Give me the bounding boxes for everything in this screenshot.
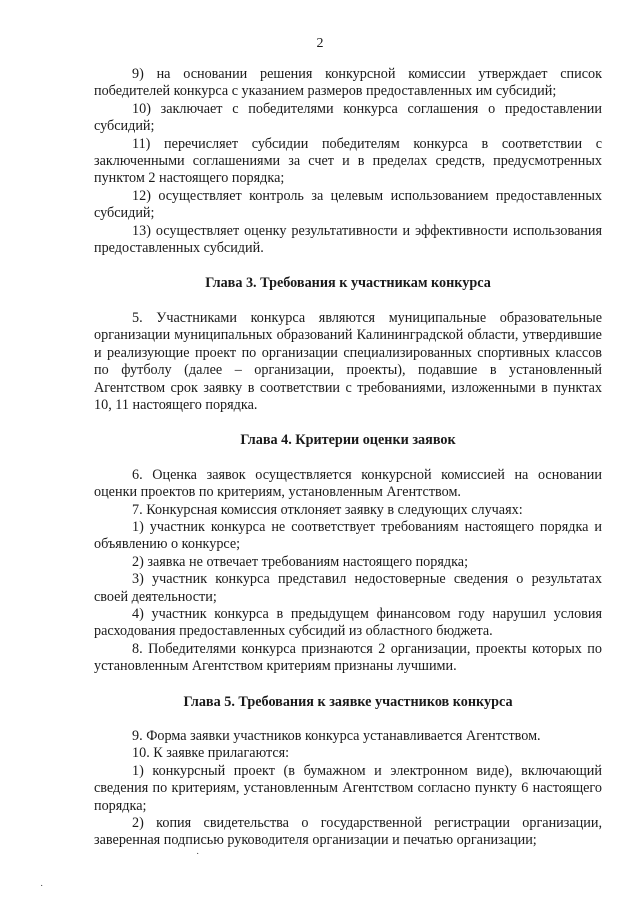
paragraph: 9) на основании решения конкурсной комиссии утверждает список победителей конкурса с указанием размеров предоставленных им субсидий; xyxy=(94,66,602,100)
paragraph: 9. Форма заявки участников конкурса устанавливается Агентством. xyxy=(132,728,541,744)
document-body xyxy=(94,66,602,850)
paragraph: 11) перечисляет субсидии победителям конкурса в соответствии с заключенными соглашениями за счет и в пределах средств, предусмотренных пунктом 2 настоящего порядка; xyxy=(94,135,602,187)
paragraph: 12) осуществляет контроль за целевым использованием предоставленных субсидий; xyxy=(94,187,602,222)
scan-speck: ˙ xyxy=(40,884,44,895)
paragraph: 13) осуществляет оценку результативности и эффективности использования предоставленных субсидий. xyxy=(94,222,602,257)
paragraph: 2) заявка не отвечает требованиям настоящего порядка; xyxy=(132,553,469,570)
chapter-heading: Глава 5. Требования к заявке участников конкурса xyxy=(183,693,513,710)
paragraph: 1) конкурсный проект (в бумажном и электронном виде), включающий сведения по критериям, установленным Агентством согласно пункту 6 настоящего порядка; xyxy=(94,762,602,814)
paragraph: 7. Конкурсная комиссия отклоняет заявку в следующих случаях: xyxy=(132,501,523,518)
paragraph: 6. Оценка заявок осуществляется конкурсной комиссией на основании оценки проектов по критериям, установленным Агентством. xyxy=(94,466,602,501)
paragraph: 1) участник конкурса не соответствует требованиям настоящего порядка и объявлению о конкурсе; xyxy=(94,518,602,553)
paragraph: 10) заключает с победителями конкурса соглашения о предоставлении субсидий; xyxy=(94,100,602,135)
paragraph: 4) участник конкурса в предыдущем финансовом году нарушил условия расходования предоставленных субсидий из областного бюджета. xyxy=(94,605,602,640)
paragraph: 5. Участниками конкурса являются муниципальные образовательные организации муниципальных образований Калининградской области, утвердившие и реализующие проект по организации специализированных спортивных классов по футболу (далее – организации, проекты), подавшие в установленный Агентством срок заявку в соответствии с требованиями, изложенными в пунктах 10, 11 настоящего порядка. xyxy=(94,309,602,413)
paragraph: 2) копия свидетельства о государственной регистрации организации, заверенная подписью руководителя организации и печатью организации; xyxy=(94,815,602,849)
paragraph: 3) участник конкурса представил недостоверные сведения о результатах своей деятельности; xyxy=(94,571,602,605)
paragraph: 10. К заявке прилагаются: xyxy=(132,745,290,762)
chapter-heading: Глава 4. Критерии оценки заявок xyxy=(240,432,456,449)
chapter-heading: Глава 3. Требования к участникам конкурса xyxy=(205,275,491,292)
paragraph: 8. Победителями конкурса признаются 2 организации, проекты которых по установленным Агентством критериям признаны лучшими. xyxy=(94,640,602,675)
page-number: 2 xyxy=(316,36,324,51)
scan-speck: ˙ xyxy=(196,852,200,863)
